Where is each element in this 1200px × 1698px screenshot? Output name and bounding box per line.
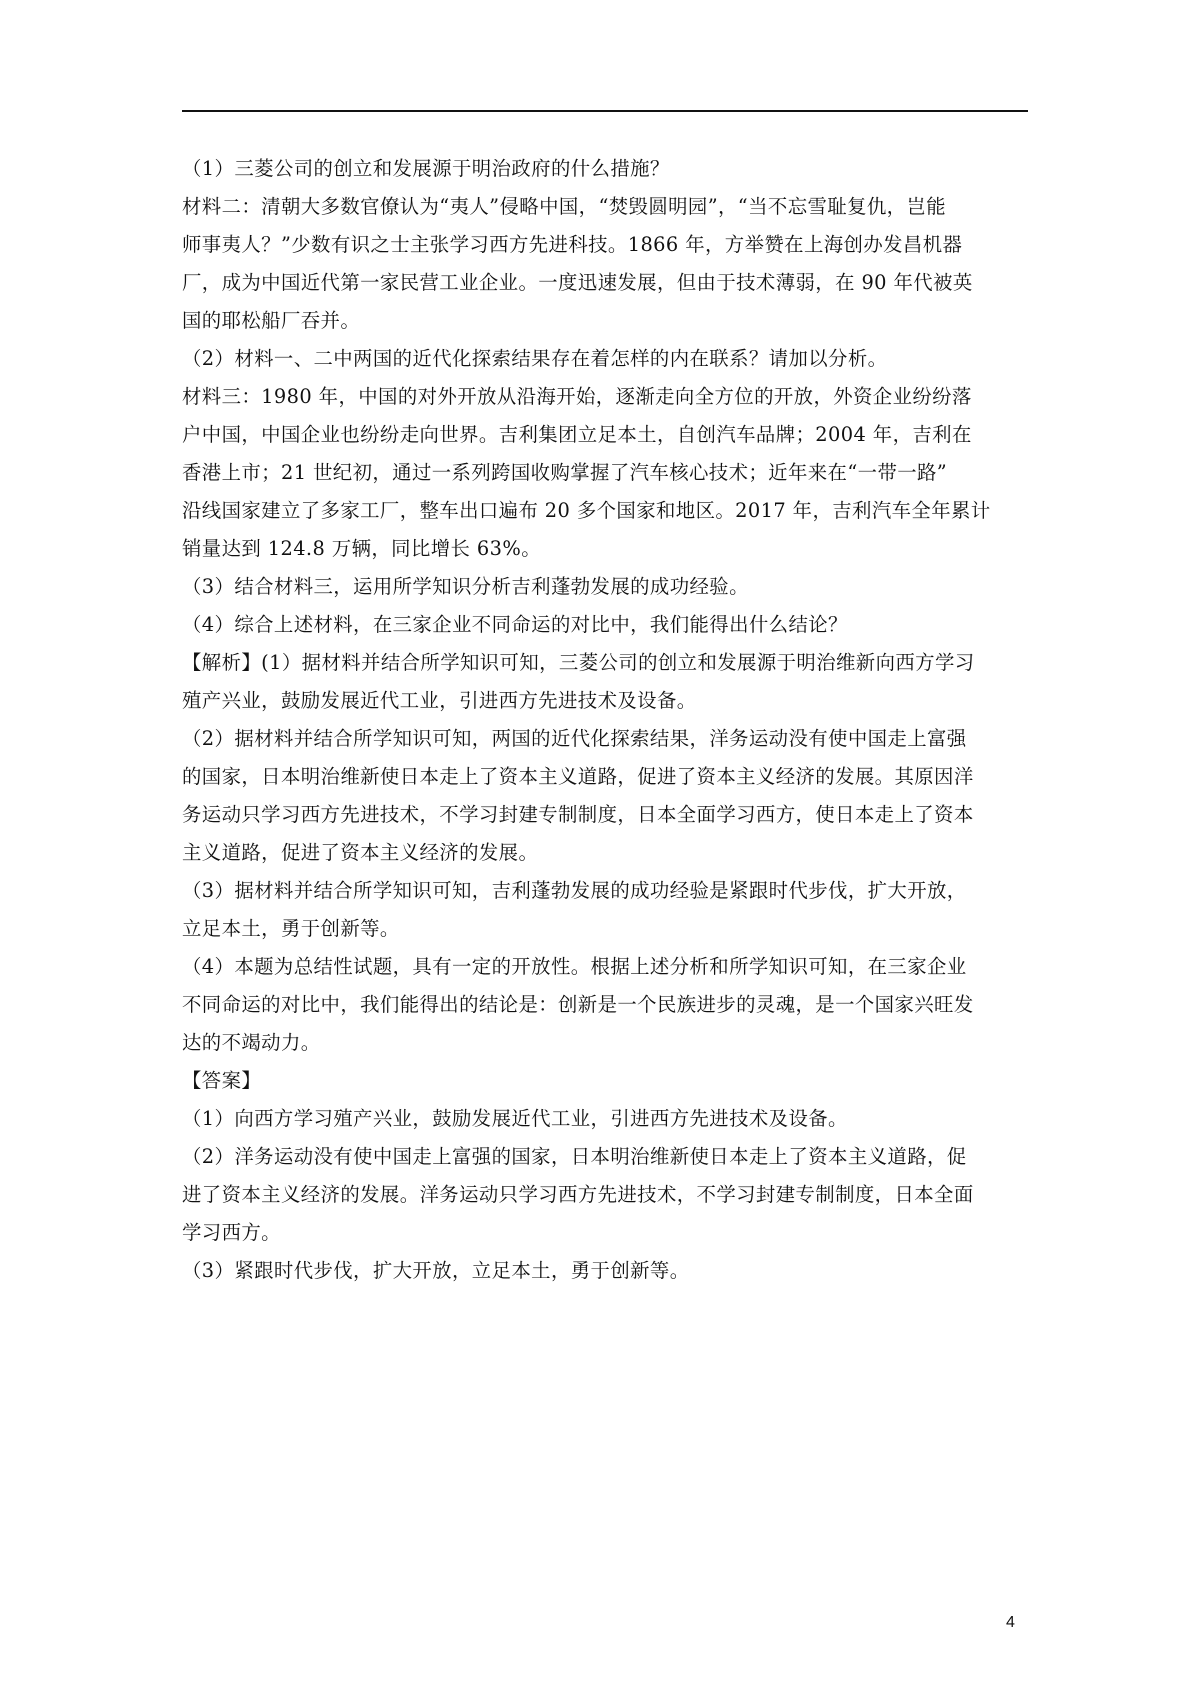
analysis-line: 达的不竭动力。 <box>182 1031 321 1054</box>
question-4: （4）综合上述材料，在三家企业不同命运的对比中，我们能得出什么结论？ <box>182 613 848 636</box>
analysis-line: （4）本题为总结性试题，具有一定的开放性。根据上述分析和所学知识可知，在三家企业 <box>182 955 967 978</box>
analysis-line: 的国家，日本明治维新使日本走上了资本主义道路，促进了资本主义经济的发展。其原因洋 <box>182 765 974 788</box>
analysis-line: 务运动只学习西方先进技术，不学习封建专制制度，日本全面学习西方，使日本走上了资本 <box>182 803 974 826</box>
material-2-line: 师事夷人？”少数有识之士主张学习西方先进科技。1866 年，方举赞在上海创办发昌机器 <box>182 233 963 256</box>
document-body <box>182 150 1028 1290</box>
page-number: 4 <box>1006 1614 1015 1631</box>
answer-line: 进了资本主义经济的发展。洋务运动只学习西方先进技术，不学习封建专制制度，日本全面 <box>182 1183 974 1206</box>
answer-line: （3）紧跟时代步伐，扩大开放，立足本土，勇于创新等。 <box>182 1259 690 1282</box>
header-rule <box>182 110 1028 112</box>
question-2: （2）材料一、二中两国的近代化探索结果存在着怎样的内在联系？请加以分析。 <box>182 347 888 370</box>
question-3: （3）结合材料三，运用所学知识分析吉利蓬勃发展的成功经验。 <box>182 575 749 598</box>
analysis-line: 殖产兴业，鼓励发展近代工业，引进西方先进技术及设备。 <box>182 689 697 712</box>
analysis-line: 【解析】(1）据材料并结合所学知识可知，三菱公司的创立和发展源于明治维新向西方学习 <box>182 651 975 674</box>
analysis-line: 不同命运的对比中，我们能得出的结论是：创新是一个民族进步的灵魂，是一个国家兴旺发 <box>182 993 974 1016</box>
material-3-line: 材料三：1980 年，中国的对外开放从沿海开始，逐渐走向全方位的开放，外资企业纷纷落 <box>182 385 972 408</box>
material-3-line: 销量达到 124.8 万辆，同比增长 63%。 <box>182 537 541 560</box>
answer-line: （2）洋务运动没有使中国走上富强的国家，日本明治维新使日本走上了资本主义道路，促 <box>182 1145 967 1168</box>
material-3-line: 户中国，中国企业也纷纷走向世界。吉利集团立足本土，自创汽车品牌；2004 年，吉利在 <box>182 423 972 446</box>
analysis-line: （3）据材料并结合所学知识可知，吉利蓬勃发展的成功经验是紧跟时代步伐，扩大开放， <box>182 879 967 902</box>
material-2-line: 材料二：清朝大多数官僚认为“夷人”侵略中国，“焚毁圆明园”，“当不忘雪耻复仇，岂能 <box>182 195 947 218</box>
material-3-line: 沿线国家建立了多家工厂，整车出口遍布 20 多个国家和地区。2017 年，吉利汽车全年累计 <box>182 499 991 522</box>
analysis-line: 主义道路，促进了资本主义经济的发展。 <box>182 841 539 864</box>
analysis-line: 立足本土，勇于创新等。 <box>182 917 400 940</box>
answer-line: （1）向西方学习殖产兴业，鼓励发展近代工业，引进西方先进技术及设备。 <box>182 1107 848 1130</box>
material-3-line: 香港上市；21 世纪初，通过一系列跨国收购掌握了汽车核心技术；近年来在“一带一路” <box>182 461 948 484</box>
answer-heading: 【答案】 <box>182 1069 262 1092</box>
answer-line: 学习西方。 <box>182 1221 281 1244</box>
analysis-line: （2）据材料并结合所学知识可知，两国的近代化探索结果，洋务运动没有使中国走上富强 <box>182 727 967 750</box>
material-2-line: 国的耶松船厂吞并。 <box>182 309 361 332</box>
question-1: （1）三菱公司的创立和发展源于明治政府的什么措施？ <box>182 157 670 180</box>
material-2-line: 厂，成为中国近代第一家民营工业企业。一度迅速发展，但由于技术薄弱，在 90 年代被英 <box>182 271 973 294</box>
